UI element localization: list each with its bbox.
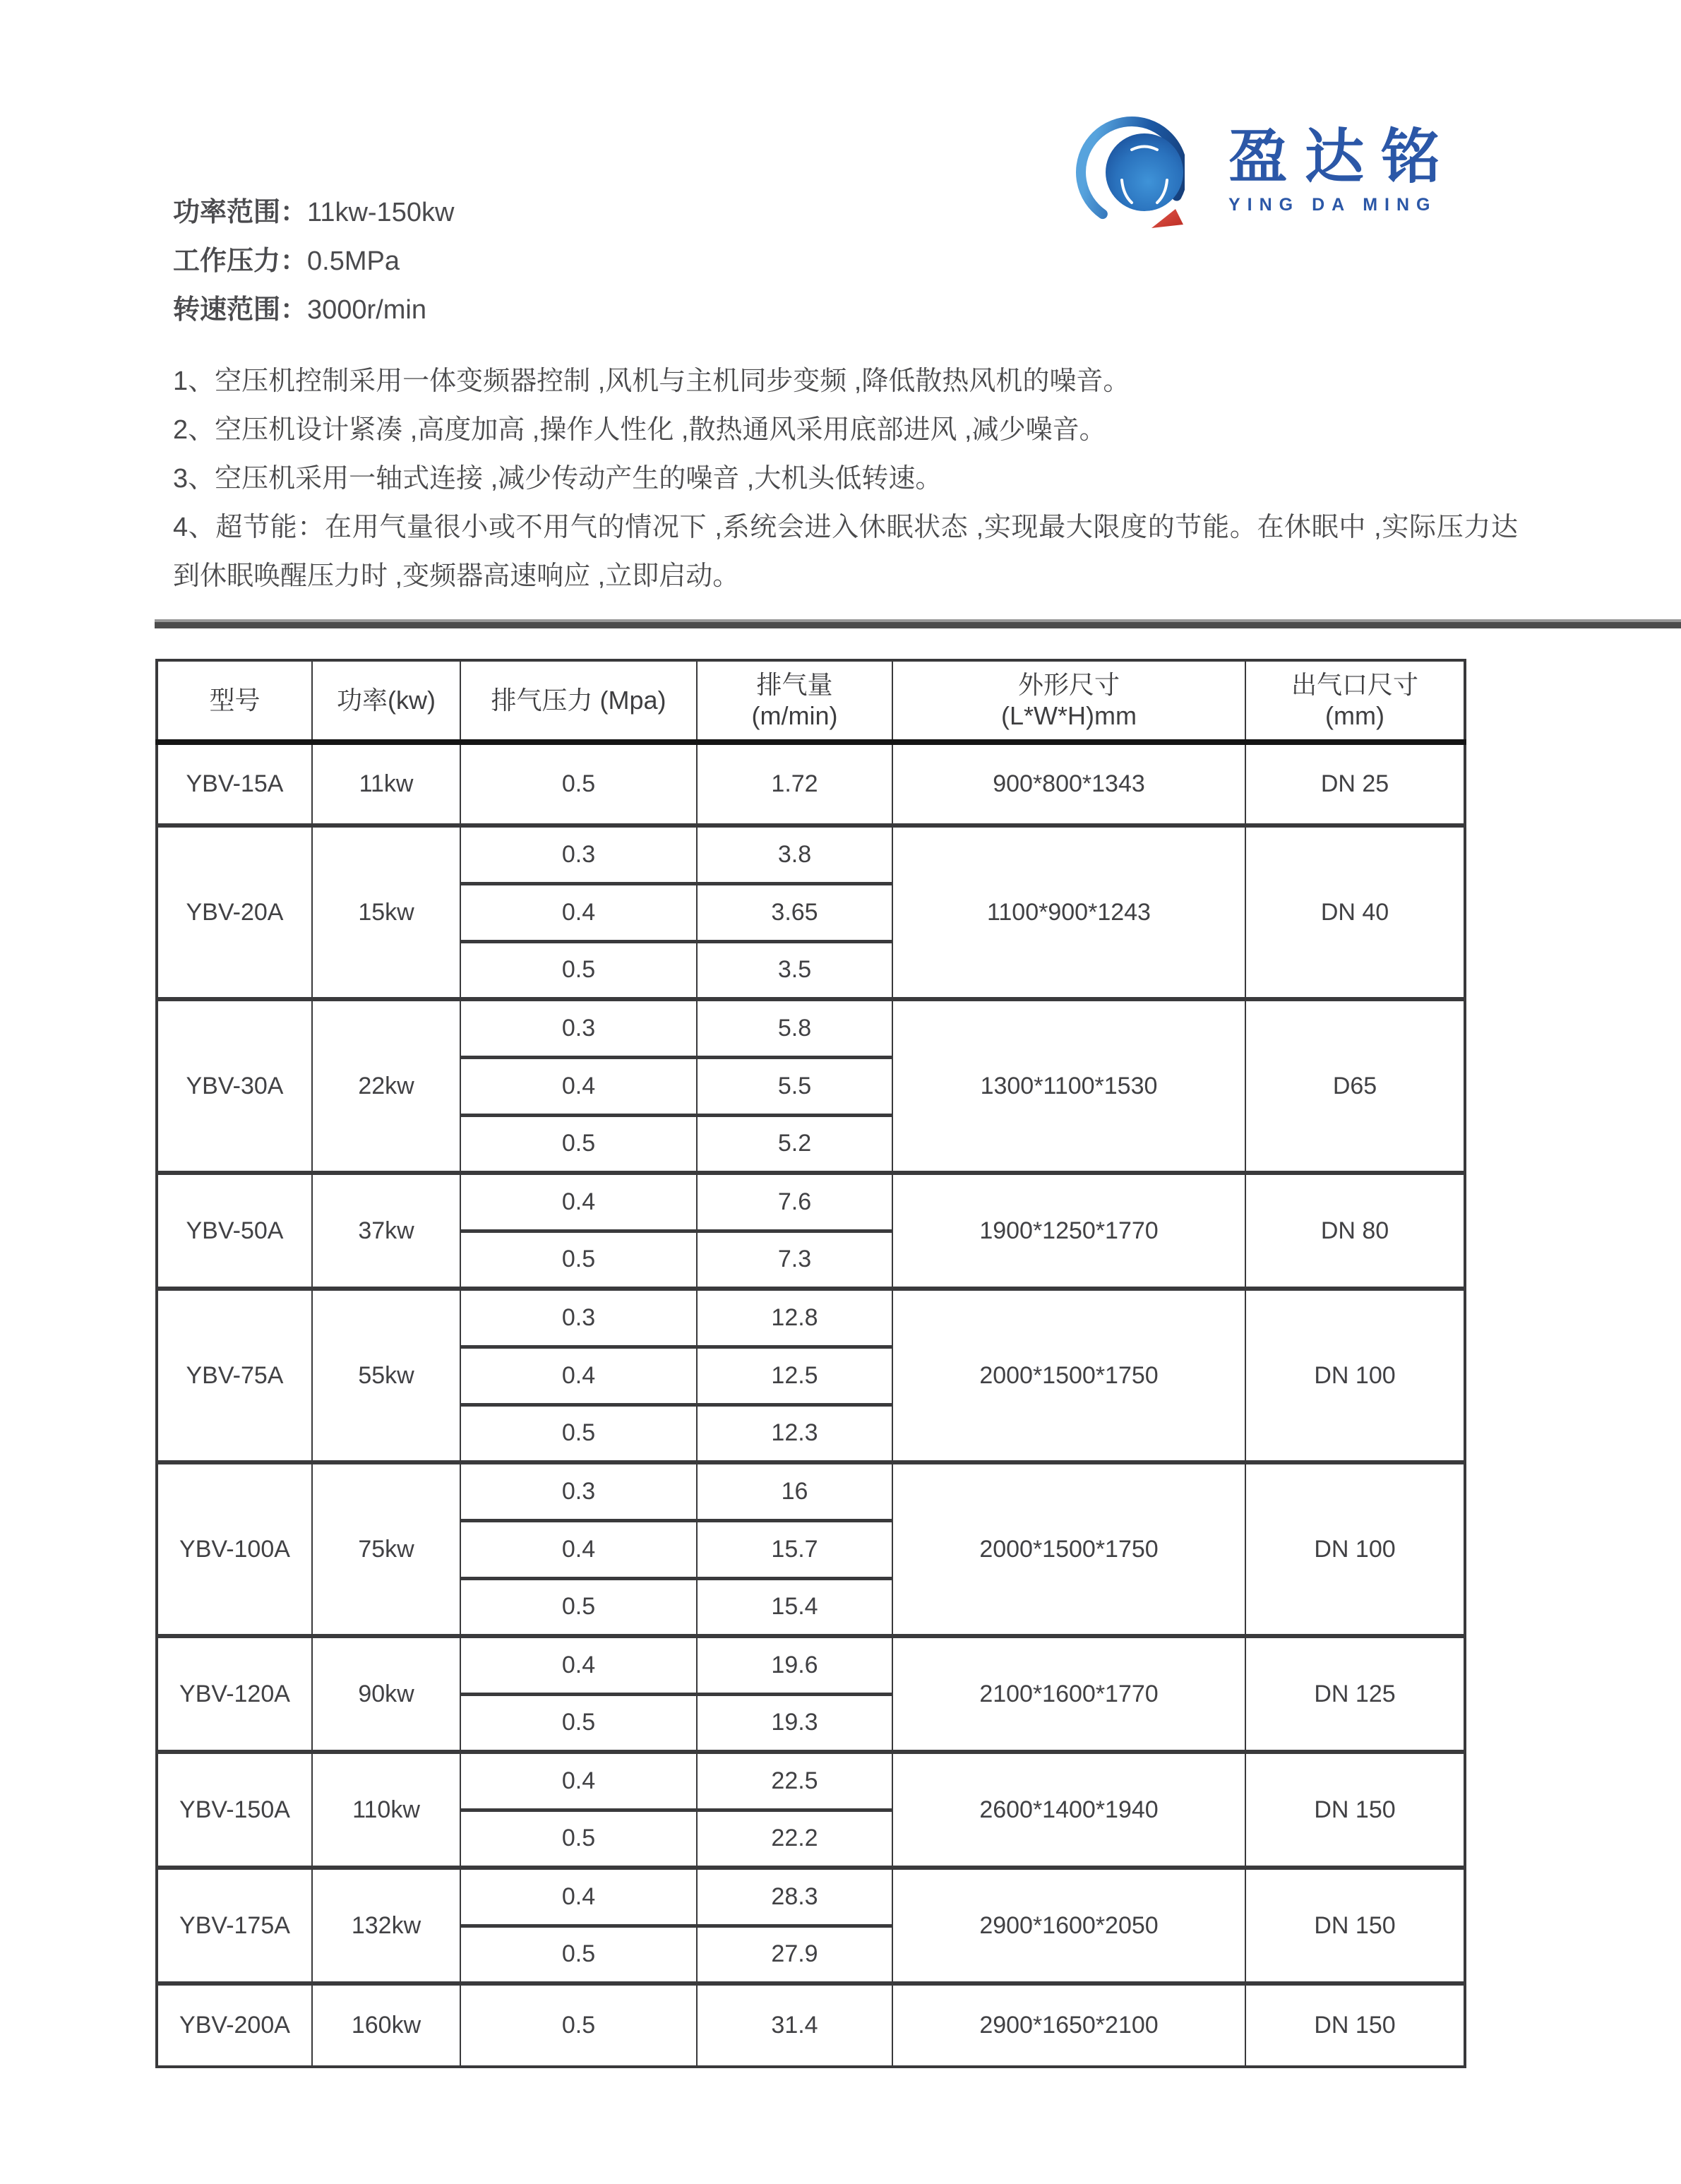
flow-cell: 1.72 bbox=[697, 742, 892, 825]
table-row bbox=[157, 999, 1465, 1057]
outlet-cell: DN 150 bbox=[1245, 1752, 1465, 1868]
speed-range-label: 转速范围： bbox=[173, 295, 308, 325]
dimensions-cell: 1900*1250*1770 bbox=[892, 1173, 1245, 1289]
outlet-cell: DN 100 bbox=[1245, 1462, 1465, 1636]
brand-logo-icon bbox=[1075, 113, 1185, 232]
pressure-cell: 0.4 bbox=[460, 1173, 697, 1231]
model-cell: YBV-100A bbox=[157, 1462, 312, 1636]
flow-cell: 12.5 bbox=[697, 1347, 892, 1404]
model-cell: YBV-120A bbox=[157, 1636, 312, 1752]
power-range-line bbox=[173, 189, 454, 237]
flow-cell: 19.3 bbox=[697, 1694, 892, 1752]
feature-item-4: 4、超节能：在用气量很小或不用气的情况下 ,系统会进入休眠状态 ,实现最大限度的节能。在休眠中 ,实际压力达到休眠唤醒压力时 ,变频器高速响应 ,立即启动。 bbox=[173, 513, 1519, 591]
pressure-cell: 0.5 bbox=[460, 1983, 697, 2067]
speed-range-line bbox=[173, 286, 454, 335]
working-pressure-line bbox=[173, 237, 454, 286]
pressure-cell: 0.3 bbox=[460, 1289, 697, 1347]
flow-cell: 3.65 bbox=[697, 883, 892, 941]
flow-cell: 7.3 bbox=[697, 1231, 892, 1289]
power-range-value: 11kw-150kw bbox=[307, 198, 455, 227]
working-pressure-value: 0.5MPa bbox=[307, 246, 400, 276]
flow-cell: 27.9 bbox=[697, 1926, 892, 1983]
pressure-cell: 0.5 bbox=[460, 1926, 697, 1983]
pressure-cell: 0.4 bbox=[460, 1868, 697, 1926]
table-row bbox=[157, 1868, 1465, 1926]
power-cell: 11kw bbox=[312, 742, 460, 825]
model-cell: YBV-20A bbox=[157, 825, 312, 999]
pressure-cell: 0.5 bbox=[460, 1810, 697, 1868]
dimensions-cell: 1100*900*1243 bbox=[892, 825, 1245, 999]
model-cell: YBV-200A bbox=[157, 1983, 312, 2067]
flow-cell: 5.8 bbox=[697, 999, 892, 1057]
pressure-cell: 0.5 bbox=[460, 941, 697, 999]
outlet-cell: DN 150 bbox=[1245, 1983, 1465, 2067]
column-header: 功率(kw) bbox=[312, 660, 460, 742]
table-row bbox=[157, 742, 1465, 825]
outlet-cell: DN 125 bbox=[1245, 1636, 1465, 1752]
flow-cell: 19.6 bbox=[697, 1636, 892, 1694]
power-cell: 75kw bbox=[312, 1462, 460, 1636]
model-cell: YBV-175A bbox=[157, 1868, 312, 1983]
dimensions-cell: 2100*1600*1770 bbox=[892, 1636, 1245, 1752]
pressure-cell: 0.5 bbox=[460, 1578, 697, 1636]
feature-item-2: 2、空压机设计紧凑 ,高度加高 ,操作人性化 ,散热通风采用底部进风 ,减少噪音。 bbox=[173, 415, 1106, 445]
spec-table-header-row bbox=[157, 660, 1465, 742]
flow-cell: 22.2 bbox=[697, 1810, 892, 1868]
pressure-cell: 0.4 bbox=[460, 1057, 697, 1115]
model-cell: YBV-150A bbox=[157, 1752, 312, 1868]
pressure-cell: 0.3 bbox=[460, 1462, 697, 1520]
brand-logo-text bbox=[1228, 124, 1461, 215]
table-row bbox=[157, 1289, 1465, 1347]
model-cell: YBV-30A bbox=[157, 999, 312, 1173]
power-cell: 37kw bbox=[312, 1173, 460, 1289]
flow-cell: 5.2 bbox=[697, 1115, 892, 1173]
working-pressure-label: 工作压力： bbox=[173, 246, 308, 276]
dimensions-cell: 2000*1500*1750 bbox=[892, 1289, 1245, 1462]
pressure-cell: 0.3 bbox=[460, 825, 697, 883]
flow-cell: 22.5 bbox=[697, 1752, 892, 1810]
feature-list bbox=[173, 357, 1518, 601]
outlet-cell: DN 100 bbox=[1245, 1289, 1465, 1462]
pressure-cell: 0.5 bbox=[460, 1115, 697, 1173]
column-header: 排气压力 (Mpa) bbox=[460, 660, 697, 742]
dimensions-cell: 2600*1400*1940 bbox=[892, 1752, 1245, 1868]
power-cell: 22kw bbox=[312, 999, 460, 1173]
pressure-cell: 0.5 bbox=[460, 1404, 697, 1462]
column-header: 排气量 (m/min) bbox=[697, 660, 892, 742]
flow-cell: 16 bbox=[697, 1462, 892, 1520]
power-cell: 15kw bbox=[312, 825, 460, 999]
spec-table-body bbox=[157, 742, 1465, 2067]
flow-cell: 12.8 bbox=[697, 1289, 892, 1347]
column-header: 外形尺寸 (L*W*H)mm bbox=[892, 660, 1245, 742]
power-cell: 132kw bbox=[312, 1868, 460, 1983]
dimensions-cell: 2000*1500*1750 bbox=[892, 1462, 1245, 1636]
outlet-cell: DN 40 bbox=[1245, 825, 1465, 999]
outlet-cell: DN 80 bbox=[1245, 1173, 1465, 1289]
pressure-cell: 0.5 bbox=[460, 1694, 697, 1752]
pressure-cell: 0.5 bbox=[460, 742, 697, 825]
flow-cell: 15.7 bbox=[697, 1520, 892, 1578]
dimensions-cell: 900*800*1343 bbox=[892, 742, 1245, 825]
pressure-cell: 0.4 bbox=[460, 1347, 697, 1404]
quick-spec-summary bbox=[173, 189, 454, 335]
pressure-cell: 0.4 bbox=[460, 1752, 697, 1810]
table-row bbox=[157, 1173, 1465, 1231]
pressure-cell: 0.5 bbox=[460, 1231, 697, 1289]
power-cell: 160kw bbox=[312, 1983, 460, 2067]
section-divider bbox=[155, 619, 1681, 628]
feature-item-3: 3、空压机采用一轴式连接 ,减少传动产生的噪音 ,大机头低转速。 bbox=[173, 464, 943, 494]
flow-cell: 5.5 bbox=[697, 1057, 892, 1115]
pressure-cell: 0.3 bbox=[460, 999, 697, 1057]
spec-table bbox=[155, 659, 1466, 2068]
flow-cell: 12.3 bbox=[697, 1404, 892, 1462]
table-row bbox=[157, 1462, 1465, 1520]
outlet-cell: DN 150 bbox=[1245, 1868, 1465, 1983]
feature-item-1: 1、空压机控制采用一体变频器控制 ,风机与主机同步变频 ,降低散热风机的噪音。 bbox=[173, 366, 1130, 396]
table-row bbox=[157, 1983, 1465, 2067]
table-row bbox=[157, 1636, 1465, 1694]
flow-cell: 3.8 bbox=[697, 825, 892, 883]
pressure-cell: 0.4 bbox=[460, 1520, 697, 1578]
pressure-cell: 0.4 bbox=[460, 883, 697, 941]
model-cell: YBV-75A bbox=[157, 1289, 312, 1462]
flow-cell: 7.6 bbox=[697, 1173, 892, 1231]
brand-name-english: YING DA MING bbox=[1228, 195, 1437, 215]
brand-name-chinese: 盈达铭 bbox=[1228, 124, 1458, 190]
flow-cell: 31.4 bbox=[697, 1983, 892, 2067]
power-cell: 90kw bbox=[312, 1636, 460, 1752]
dimensions-cell: 1300*1100*1530 bbox=[892, 999, 1245, 1173]
outlet-cell: DN 25 bbox=[1245, 742, 1465, 825]
power-range-label: 功率范围： bbox=[173, 198, 308, 227]
table-row bbox=[157, 825, 1465, 883]
flow-cell: 28.3 bbox=[697, 1868, 892, 1926]
table-row bbox=[157, 1752, 1465, 1810]
model-cell: YBV-50A bbox=[157, 1173, 312, 1289]
column-header: 型号 bbox=[157, 660, 312, 742]
speed-range-value: 3000r/min bbox=[307, 295, 426, 325]
flow-cell: 3.5 bbox=[697, 941, 892, 999]
flow-cell: 15.4 bbox=[697, 1578, 892, 1636]
outlet-cell: D65 bbox=[1245, 999, 1465, 1173]
power-cell: 55kw bbox=[312, 1289, 460, 1462]
dimensions-cell: 2900*1650*2100 bbox=[892, 1983, 1245, 2067]
model-cell: YBV-15A bbox=[157, 742, 312, 825]
power-cell: 110kw bbox=[312, 1752, 460, 1868]
column-header: 出气口尺寸 (mm) bbox=[1245, 660, 1465, 742]
pressure-cell: 0.4 bbox=[460, 1636, 697, 1694]
dimensions-cell: 2900*1600*2050 bbox=[892, 1868, 1245, 1983]
